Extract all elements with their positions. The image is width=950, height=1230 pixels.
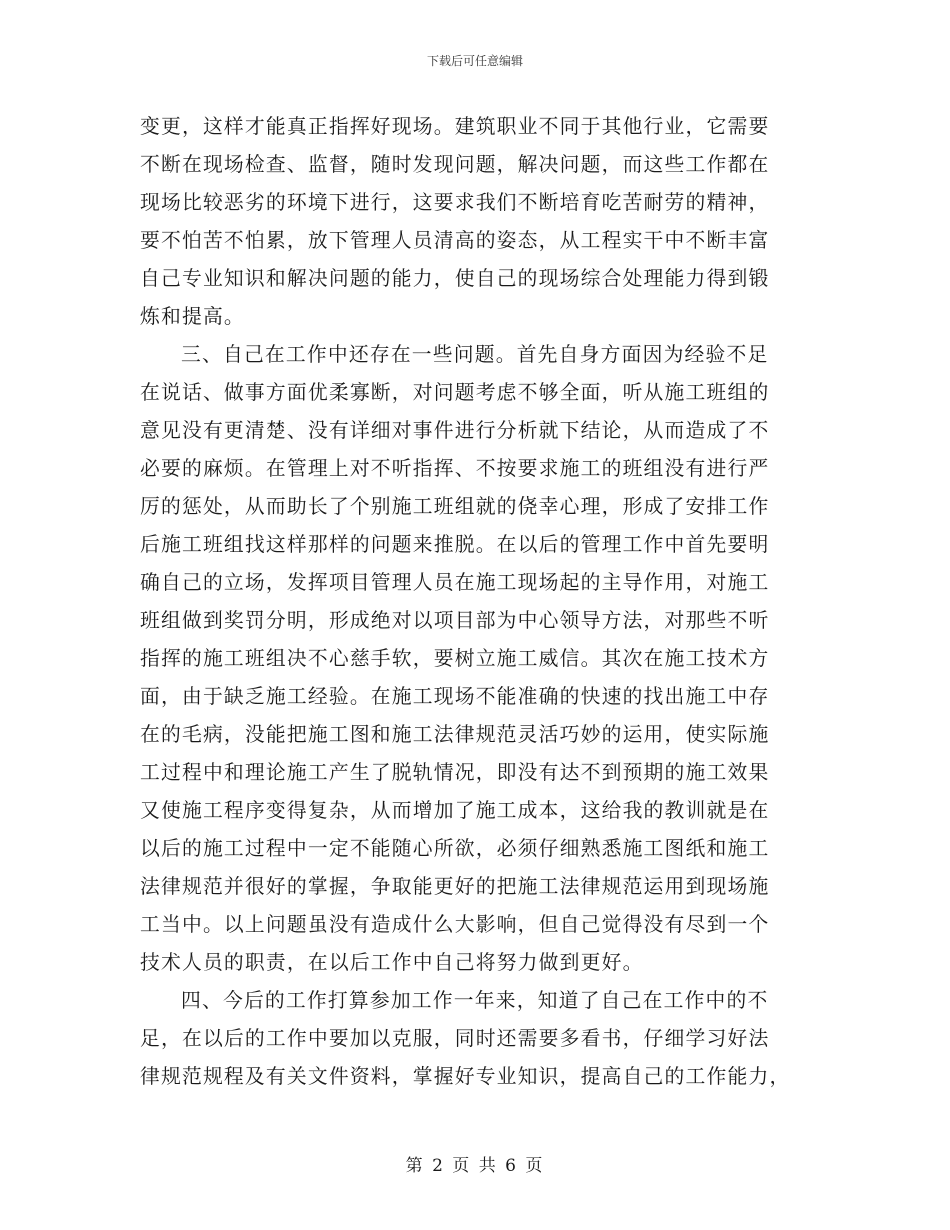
- body-line: 工当中。以上问题虽没有造成什么大影响，但自己觉得没有尽到一个: [140, 913, 770, 936]
- body-line: 指挥的施工班组决不心慈手软，要树立施工威信。其次在施工技术方: [140, 647, 770, 670]
- body-line: 变更，这样才能真正指挥好现场。建筑职业不同于其他行业，它需要: [140, 115, 770, 138]
- section-4-first-line: 四、今后的工作打算参加工作一年来，知道了自己在工作中的不: [181, 989, 769, 1012]
- body-line: 面，由于缺乏施工经验。在施工现场不能准确的快速的找出施工中存: [140, 685, 770, 708]
- body-line: 意见没有更清楚、没有详细对事件进行分析就下结论，从而造成了不: [140, 419, 770, 442]
- body-line: 在说话、做事方面优柔寡断，对问题考虑不够全面，听从施工班组的: [140, 381, 770, 404]
- page-header: 下载后可任意编辑: [426, 54, 523, 68]
- body-line: 以后的施工过程中一定不能随心所欲，必须仔细熟悉施工图纸和施工: [140, 837, 770, 860]
- body-line: 厉的惩处，从而助长了个别施工班组就的侥幸心理，形成了安排工作: [140, 495, 770, 518]
- section-3-first-line: 三、自己在工作中还存在一些问题。首先自身方面因为经验不足: [181, 343, 769, 366]
- body-line: 现场比较恶劣的环境下进行，这要求我们不断培育吃苦耐劳的精神，: [140, 191, 770, 214]
- body-line: 律规范规程及有关文件资料，掌握好专业知识，提高自己的工作能力，: [140, 1065, 791, 1088]
- body-line: 自己专业知识和解决问题的能力，使自己的现场综合处理能力得到锻: [140, 267, 770, 290]
- document-body: [140, 108, 808, 1096]
- body-line: 在的毛病，没能把施工图和施工法律规范灵活巧妙的运用，使实际施: [140, 723, 770, 746]
- body-line: 又使施工程序变得复杂，从而增加了施工成本，这给我的教训就是在: [140, 799, 770, 822]
- body-line: 炼和提高。: [140, 305, 245, 328]
- body-line: 后施工班组找这样那样的问题来推脱。在以后的管理工作中首先要明: [140, 533, 770, 556]
- body-line: 法律规范并很好的掌握，争取能更好的把施工法律规范运用到现场施: [140, 875, 770, 898]
- body-line: 确自己的立场，发挥项目管理人员在施工现场起的主导作用，对施工: [140, 571, 770, 594]
- body-line: 技术人员的职责，在以后工作中自己将努力做到更好。: [140, 951, 644, 974]
- body-line: 必要的麻烦。在管理上对不听指挥、不按要求施工的班组没有进行严: [140, 457, 770, 480]
- body-line: 工过程中和理论施工产生了脱轨情况，即没有达不到预期的施工效果: [140, 761, 770, 784]
- body-line: 要不怕苦不怕累，放下管理人员清高的姿态，从工程实干中不断丰富: [140, 229, 770, 252]
- body-line: 足，在以后的工作中要加以克服，同时还需要多看书，仔细学习好法: [140, 1027, 770, 1050]
- body-line: 班组做到奖罚分明，形成绝对以项目部为中心领导方法，对那些不听: [140, 609, 770, 632]
- body-line: 不断在现场检查、监督，随时发现问题，解决问题，而这些工作都在: [140, 153, 770, 176]
- page-number-footer: 第 2 页 共 6 页: [405, 1156, 545, 1176]
